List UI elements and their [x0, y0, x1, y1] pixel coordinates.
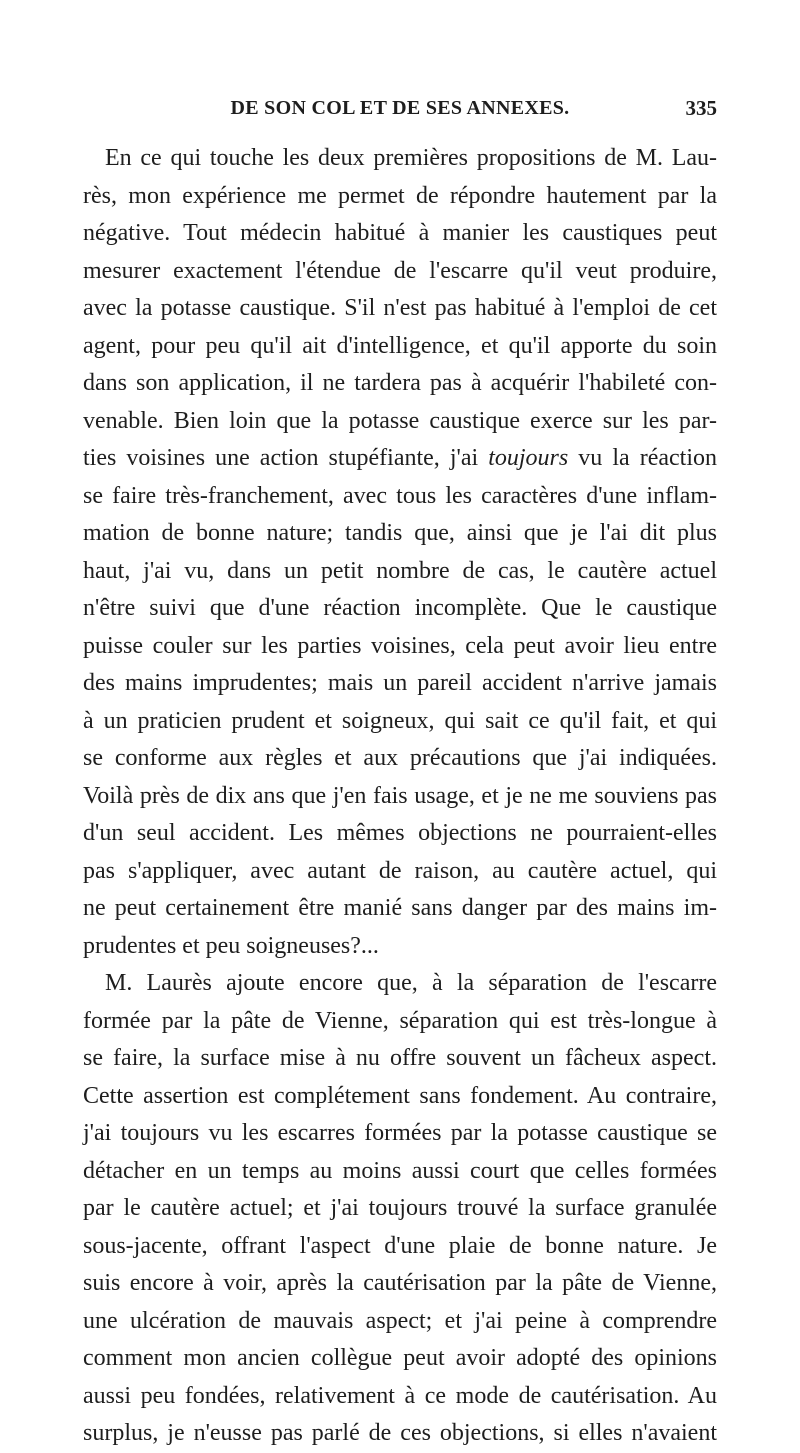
text-line: d'un seul accident. Les mêmes objections ne pourraient-elles [83, 820, 717, 846]
text-line: mesurer exactement l'étendue de l'escarre qu'il veut produire, [83, 257, 717, 284]
text-line: surplus, je n'eusse pas parlé de ces objections, si elles n'avaient [83, 1420, 717, 1446]
text-line-with-emphasis [83, 440, 717, 478]
text-line: En ce qui touche les deux premières propositions de M. Lau- [105, 145, 717, 171]
text-line: sous-jacente, offrant l'aspect d'une plaie de bonne nature. Je [83, 1232, 717, 1259]
text-line: à un praticien prudent et soigneux, qui sait ce qu'il fait, et qui [83, 707, 717, 734]
text-line: dans son application, il ne tardera pas à acquérir l'habileté con- [83, 370, 717, 396]
text-line: Voilà près de dix ans que j'en fais usage, et je ne me souviens pas [83, 782, 717, 809]
text-line: n'être suivi que d'une réaction incomplète. Que le caustique [83, 595, 717, 621]
text-line: se faire, la surface mise à nu offre souvent un fâcheux aspect. [83, 1045, 717, 1071]
page-number: 335 [685, 96, 717, 120]
page-header [83, 94, 717, 122]
text-line: aussi peu fondées, relativement à ce mode de cautérisation. Au [83, 1382, 717, 1409]
text-line: haut, j'ai vu, dans un petit nombre de cas, le cautère actuel [83, 557, 717, 584]
text-line: négative. Tout médecin habitué à manier les caustiques peut [83, 220, 717, 246]
text-line: par le cautère actuel; et j'ai toujours trouvé la surface granulée [83, 1195, 717, 1221]
text-line: pas s'appliquer, avec autant de raison, au cautère actuel, qui [83, 857, 717, 884]
text-line: une ulcération de mauvais aspect; et j'ai peine à comprendre [83, 1307, 717, 1334]
text-line: ne peut certainement être manié sans danger par des mains im- [83, 895, 717, 921]
text-line: comment mon ancien collègue peut avoir adopté des opinions [83, 1345, 717, 1371]
text-line: suis encore à voir, après la cautérisation par la pâte de Vienne, [83, 1270, 717, 1296]
text-line: se conforme aux règles et aux précautions que j'ai indiquées. [83, 745, 717, 771]
text-line: détacher en un temps au moins aussi court que celles formées [83, 1157, 717, 1184]
text-line: M. Laurès ajoute encore que, à la séparation de l'escarre [105, 970, 717, 996]
body-text [83, 140, 717, 1453]
text-line: formée par la pâte de Vienne, séparation qui est très-longue à [83, 1007, 717, 1034]
text-line: venable. Bien loin que la potasse caustique exerce sur les par- [83, 407, 717, 434]
text-line: Cette assertion est complétement sans fondement. Au contraire, [83, 1082, 717, 1109]
text-line: j'ai toujours vu les escarres formées par la potasse caustique se [83, 1120, 717, 1146]
text-line: avec la potasse caustique. S'il n'est pas habitué à l'emploi de cet [83, 295, 717, 321]
text-segment: ties voisines une action stupéfiante, j'ai [83, 445, 479, 471]
running-head: DE SON COL ET DE SES ANNEXES. [230, 97, 570, 119]
text-line: agent, pour peu qu'il ait d'intelligence, et qu'il apporte du soin [83, 332, 717, 359]
text-segment: vu la réaction [578, 445, 718, 471]
text-line: prudentes et peu soigneuses?... [83, 932, 379, 959]
text-line: puisse couler sur les parties voisines, cela peut avoir lieu entre [83, 632, 717, 659]
text-line: des mains imprudentes; mais un pareil accident n'arrive jamais [83, 670, 717, 696]
text-line: se faire très-franchement, avec tous les caractères d'une inflam- [83, 482, 717, 509]
emphasis-word: toujours [488, 445, 569, 471]
text-line: mation de bonne nature; tandis que, ainsi que je l'ai dit plus [83, 520, 717, 546]
text-line: rès, mon expérience me permet de répondre hautement par la [83, 182, 717, 209]
